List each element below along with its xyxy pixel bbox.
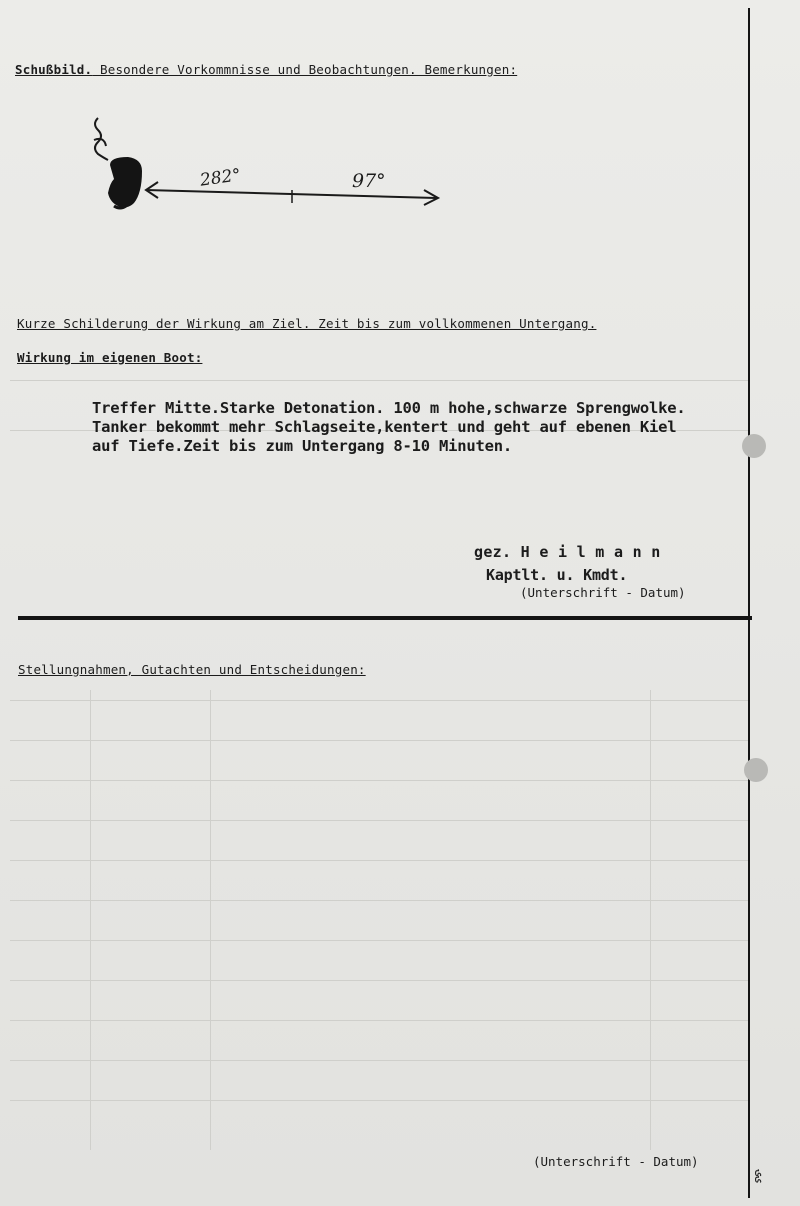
section-divider	[18, 616, 752, 620]
signature-name: gez. H e i l m a n n	[474, 543, 661, 561]
shot-pattern-rest: Besondere Vorkommnisse und Beobachtungen. Bemerkungen:	[92, 62, 518, 77]
signature-rank: Kaptlt. u. Kmdt.	[486, 566, 628, 584]
report-line-2: Tanker bekommt mehr Schlagseite,kentert und geht auf ebenen Kiel	[92, 418, 677, 436]
effect-on-target-heading: Kurze Schilderung der Wirkung am Ziel. Zeit bis zum vollkommenen Untergang.	[17, 316, 597, 331]
punch-hole-upper	[742, 434, 766, 458]
shot-sketch	[80, 110, 460, 220]
shot-pattern-heading	[15, 62, 517, 77]
report-line-3: auf Tiefe.Zeit bis zum Untergang 8-10 Minuten.	[92, 437, 513, 455]
margin-mark: ۍۍ	[753, 1170, 767, 1183]
shot-pattern-bold: Schußbild.	[15, 62, 93, 77]
angle-left-label: 282°	[198, 165, 243, 191]
right-margin-line	[748, 8, 750, 1198]
footer-signature-caption: (Unterschrift - Datum)	[533, 1154, 699, 1169]
angle-right-label: 97°	[352, 170, 386, 192]
report-line-1: Treffer Mitte.Starke Detonation. 100 m hohe,schwarze Sprengwolke.	[92, 399, 686, 417]
shot-sketch-drawing	[80, 110, 460, 220]
own-boat-effect-heading: Wirkung im eigenen Boot:	[17, 350, 203, 365]
signature-caption: (Unterschrift - Datum)	[520, 585, 686, 600]
opinions-heading: Stellungnahmen, Gutachten und Entscheidungen:	[18, 662, 366, 677]
punch-hole-lower	[744, 758, 768, 782]
